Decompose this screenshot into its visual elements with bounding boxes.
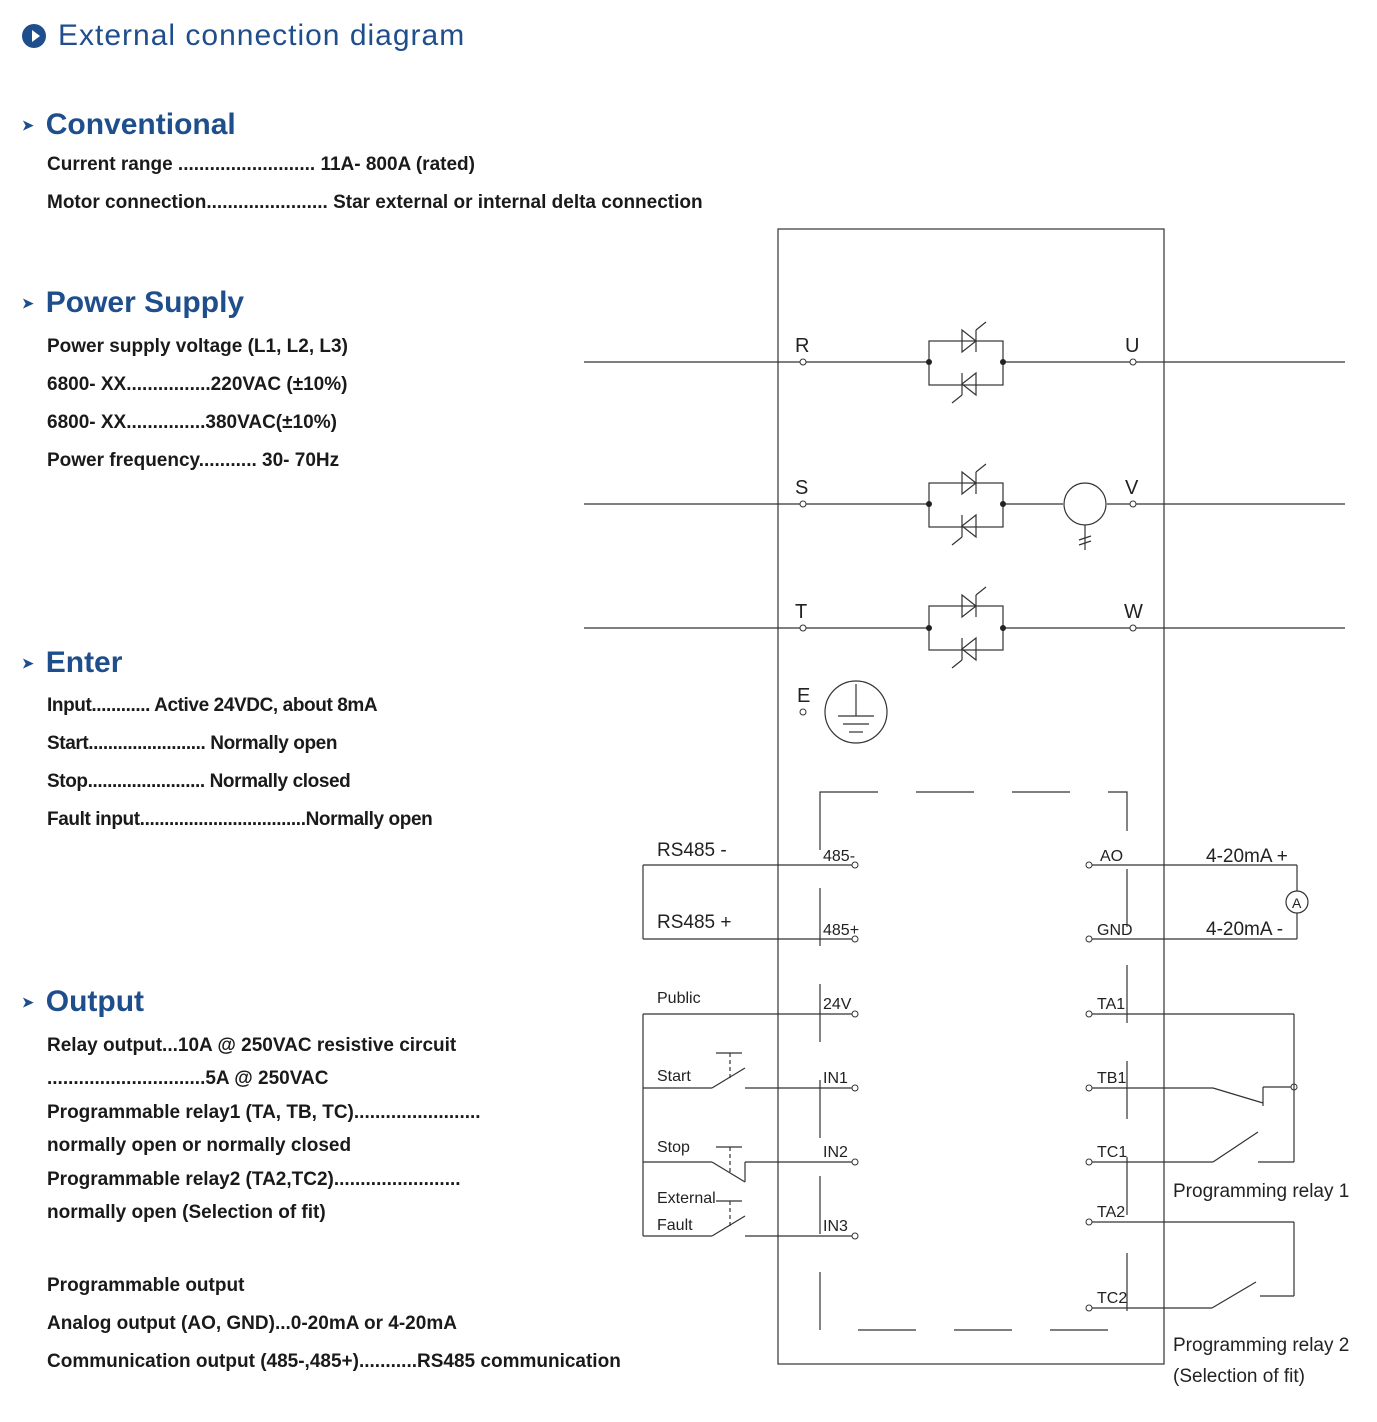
- heading-text: Enter: [45, 646, 123, 679]
- label-relay1: Programming relay 1: [1173, 1181, 1350, 1202]
- terminal-label-ta1: TA1: [1097, 996, 1126, 1013]
- spec-line: Power supply voltage (L1, L2, L3): [47, 336, 348, 357]
- terminal-label-485-plus: 485+: [823, 922, 860, 939]
- spec-line: Programmable relay2 (TA2,TC2)........................: [47, 1169, 461, 1190]
- label-relay2-note: (Selection of fit): [1173, 1366, 1305, 1387]
- terminal-label-in3: IN3: [823, 1218, 848, 1235]
- terminal-label-in1: IN1: [823, 1070, 848, 1087]
- spec-line: Stop........................ Normally closed: [47, 771, 351, 792]
- spec-line: Fault input..................................Normally open: [47, 809, 433, 830]
- spec-line: Power frequency........... 30- 70Hz: [47, 450, 340, 471]
- fault-switch-icon: [712, 1201, 745, 1236]
- label-relay2: Programming relay 2: [1173, 1335, 1350, 1356]
- thyristor-pair-t: [929, 587, 1003, 668]
- chevron-right-icon: ➤: [22, 116, 34, 133]
- stop-switch-icon: [712, 1147, 745, 1182]
- label-public: Public: [657, 990, 701, 1007]
- terminal-label-24v: 24V: [823, 996, 852, 1013]
- relay1-wiring: [1092, 1014, 1294, 1162]
- chevron-right-icon: ➤: [22, 294, 34, 311]
- terminal-label-tc1: TC1: [1097, 1144, 1128, 1161]
- page-title-text: External connection diagram: [58, 19, 466, 52]
- terminal-label-485-minus: 485-: [823, 848, 856, 865]
- start-switch-icon: [712, 1053, 745, 1088]
- terminal-label-v: V: [1125, 477, 1139, 499]
- spec-line: Relay output...10A @ 250VAC resistive circuit: [47, 1035, 457, 1056]
- label-ma-plus: 4-20mA +: [1206, 846, 1288, 867]
- spec-line: Communication output (485-,485+)...........RS485 communication: [47, 1351, 621, 1372]
- starter-box: [778, 229, 1164, 1364]
- terminal-label-gnd: GND: [1097, 922, 1133, 939]
- terminal-label-u: U: [1125, 335, 1140, 357]
- heading-text: Conventional: [45, 108, 236, 141]
- heading-text: Power Supply: [45, 286, 245, 319]
- chevron-right-icon: ➤: [22, 654, 34, 671]
- spec-line: ..............................5A @ 250VAC: [47, 1068, 329, 1089]
- label-external: External: [657, 1190, 716, 1207]
- label-rs485-plus: RS485 +: [657, 912, 732, 933]
- terminal-label-in2: IN2: [823, 1144, 848, 1161]
- terminal-label-tc2: TC2: [1097, 1290, 1128, 1307]
- label-stop: Stop: [657, 1139, 690, 1156]
- label-rs485-minus: RS485 -: [657, 840, 727, 861]
- terminal-label-t: T: [795, 601, 808, 623]
- spec-line: Programmable relay1 (TA, TB, TC)........................: [47, 1102, 481, 1123]
- thyristor-pair-r: [929, 322, 1003, 403]
- spec-line: Analog output (AO, GND)...0-20mA or 4-20mA: [47, 1313, 457, 1334]
- spec-line: 6800- XX................220VAC (±10%): [47, 374, 348, 395]
- ammeter-label: A: [1292, 895, 1302, 911]
- junction-dots: [926, 359, 1006, 631]
- spec-line: Input............ Active 24VDC, about 8mA: [47, 695, 378, 716]
- spec-line: Motor connection....................... Star external or internal delta connection: [47, 192, 703, 213]
- terminal-label-r: R: [795, 335, 810, 357]
- spec-line: normally open or normally closed: [47, 1135, 352, 1156]
- terminal-label-e: E: [797, 685, 811, 707]
- chevron-right-icon: ➤: [22, 993, 34, 1010]
- current-transformer-icon: [1064, 483, 1106, 550]
- terminal-label-tb1: TB1: [1097, 1070, 1127, 1087]
- terminal-label-ta2: TA2: [1097, 1204, 1126, 1221]
- terminal-label-ao: AO: [1100, 848, 1124, 865]
- thyristor-pair-s: [929, 464, 1003, 545]
- heading-text: Output: [45, 985, 145, 1018]
- spec-line: Current range .......................... 11A- 800A (rated): [47, 154, 475, 175]
- terminal-label-w: W: [1124, 601, 1143, 623]
- spec-line: normally open (Selection of fit): [47, 1202, 326, 1223]
- control-board: [820, 792, 1127, 1330]
- label-start: Start: [657, 1068, 691, 1085]
- label-fault: Fault: [657, 1217, 693, 1234]
- spec-line: Programmable output: [47, 1275, 245, 1296]
- ground-icon: [825, 681, 887, 743]
- spec-line: Start........................ Normally open: [47, 733, 338, 754]
- spec-line: 6800- XX...............380VAC(±10%): [47, 412, 337, 433]
- label-ma-minus: 4-20mA -: [1206, 919, 1284, 940]
- terminal-label-s: S: [795, 477, 809, 499]
